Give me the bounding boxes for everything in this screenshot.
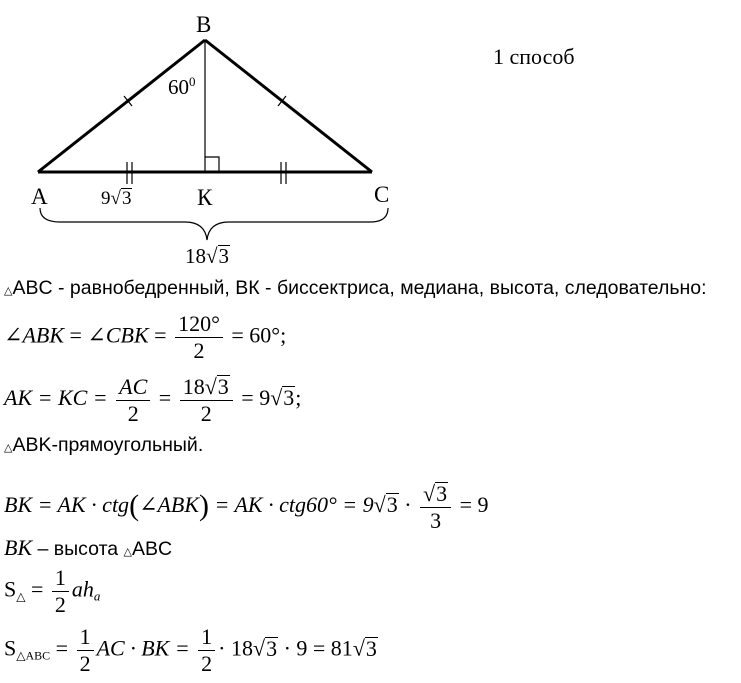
numerator-radicand: 3 <box>436 481 448 506</box>
vertex-label-c: C <box>374 182 390 207</box>
area-formula <box>4 567 100 616</box>
area-radicand: 3 <box>266 635 278 661</box>
area-subscript-a: a <box>93 588 101 604</box>
angle-symbol: ∠ <box>87 322 106 348</box>
segment-ak-label <box>101 188 132 210</box>
base-total-coef: 18 <box>185 244 206 268</box>
vertex-label-a: A <box>31 184 48 209</box>
equals-sign: = <box>158 385 172 411</box>
sqrt-sign: √ <box>204 374 217 399</box>
dot-operator: · <box>404 492 412 518</box>
base-total-label <box>185 244 230 269</box>
fraction-one-half <box>77 626 94 675</box>
statement-line <box>4 279 707 299</box>
segment-ak-radicand: 3 <box>121 188 132 209</box>
ak-result-radicand: 3 <box>283 385 295 411</box>
statement-text: ABC - равнобедренный, ВК - биссектриса, медиана, высота, следовательно: <box>12 277 707 299</box>
equals-sign: = <box>69 322 82 348</box>
semicolon: ; <box>295 385 302 411</box>
subscript-abc: ABC <box>25 648 51 663</box>
bk-result: = 9 <box>459 492 489 518</box>
fraction-denominator: 2 <box>127 400 139 426</box>
paren-open: ( <box>129 489 140 523</box>
fraction-denominator: 3 <box>430 508 442 533</box>
area-mid: AC · BK = <box>96 635 190 661</box>
angle-cbk: CBK <box>105 322 149 348</box>
base-brace <box>40 208 388 240</box>
height-text: – высота <box>32 538 124 560</box>
ak-lhs: AK = KC = <box>4 385 108 411</box>
equals-sign: = <box>154 322 167 348</box>
equals-sign: = <box>30 576 44 602</box>
angle-label <box>168 74 196 100</box>
fraction-denominator: 2 <box>201 651 213 676</box>
fraction-one-half <box>52 567 69 616</box>
area-tail-2: · 9 = 81 <box>283 635 353 661</box>
fraction-numerator: 1 <box>77 626 94 651</box>
paren-close: ) <box>199 489 210 523</box>
height-bk-label: BK <box>4 535 33 560</box>
equation-ak <box>4 375 301 425</box>
numerator-radicand: 3 <box>217 374 229 399</box>
equation-bk <box>4 482 489 532</box>
fraction-base-over-2 <box>180 375 233 425</box>
area-tail: · 18 <box>218 635 253 661</box>
sqrt-sign: √ <box>110 188 121 209</box>
fraction-one-half-second <box>198 626 215 675</box>
sqrt-sign: √ <box>253 635 266 661</box>
subscript-triangle: △ <box>16 648 26 663</box>
sqrt-sign: √ <box>373 492 386 518</box>
bk-inner-angle: ∠ABK <box>139 492 200 518</box>
side-bc <box>205 40 372 172</box>
area-calculation <box>4 626 378 675</box>
ak-result-coef: = 9 <box>241 385 271 411</box>
fraction-denominator: 2 <box>193 338 205 363</box>
sqrt-sign: √ <box>423 481 436 506</box>
side-ab <box>38 40 205 172</box>
area-result-radicand: 3 <box>365 635 377 661</box>
equals-sign: = <box>55 635 69 661</box>
angle-value: 60 <box>168 75 189 99</box>
fraction-sqrt3-over-3 <box>420 482 451 532</box>
method-label: 1 способ <box>493 44 575 69</box>
right-triangle-text: ABK-прямоугольный. <box>12 434 204 456</box>
angle-symbol: ∠ <box>4 322 23 348</box>
fraction-numerator <box>420 482 451 508</box>
area-subscript-triangle: △ <box>16 589 26 604</box>
fraction-denominator: 2 <box>54 592 66 617</box>
triangle-symbol: △ <box>4 442 13 454</box>
numerator-coef: 18 <box>182 374 205 399</box>
right-angle-mark <box>205 157 219 172</box>
fraction-numerator <box>180 375 233 401</box>
segment-ak-coef: 9 <box>101 188 111 209</box>
fraction-denominator: 2 <box>79 651 91 676</box>
fraction-numerator: 1 <box>52 567 69 592</box>
fraction-angle <box>175 313 223 362</box>
area-s: S <box>4 635 17 661</box>
height-line <box>4 537 172 560</box>
sqrt-sign: √ <box>352 635 365 661</box>
area-s: S <box>4 576 17 602</box>
triangle-symbol: △ <box>4 285 13 297</box>
equation-angles <box>4 313 286 362</box>
area-subscript <box>16 649 50 663</box>
bk-radicand: 3 <box>386 492 398 518</box>
fraction-numerator: 120° <box>175 313 223 338</box>
fraction-numerator: AC <box>116 376 150 401</box>
triangle-symbol: △ <box>123 546 133 558</box>
height-triangle-name: ABC <box>132 538 173 560</box>
bk-mid: = AK · ctg60° = 9 <box>214 492 374 518</box>
sqrt-sign: √ <box>270 385 283 411</box>
sqrt-sign: √ <box>206 244 218 268</box>
bk-lhs: BK = AK · ctg <box>4 492 130 518</box>
right-triangle-line <box>4 436 203 456</box>
fraction-denominator: 2 <box>200 401 212 426</box>
vertex-label-b: B <box>196 12 212 37</box>
fraction-ac-over-2 <box>116 373 150 426</box>
vertex-label-k: К <box>197 185 213 210</box>
angle-abk: ABK <box>22 322 64 348</box>
base-total-radicand: 3 <box>218 244 230 268</box>
area-ah: ah <box>71 576 94 602</box>
fraction-numerator: 1 <box>198 626 215 651</box>
angle-degree-sign: 0 <box>189 74 196 89</box>
angle-result: = 60°; <box>231 322 287 348</box>
triangle-figure <box>0 0 741 278</box>
